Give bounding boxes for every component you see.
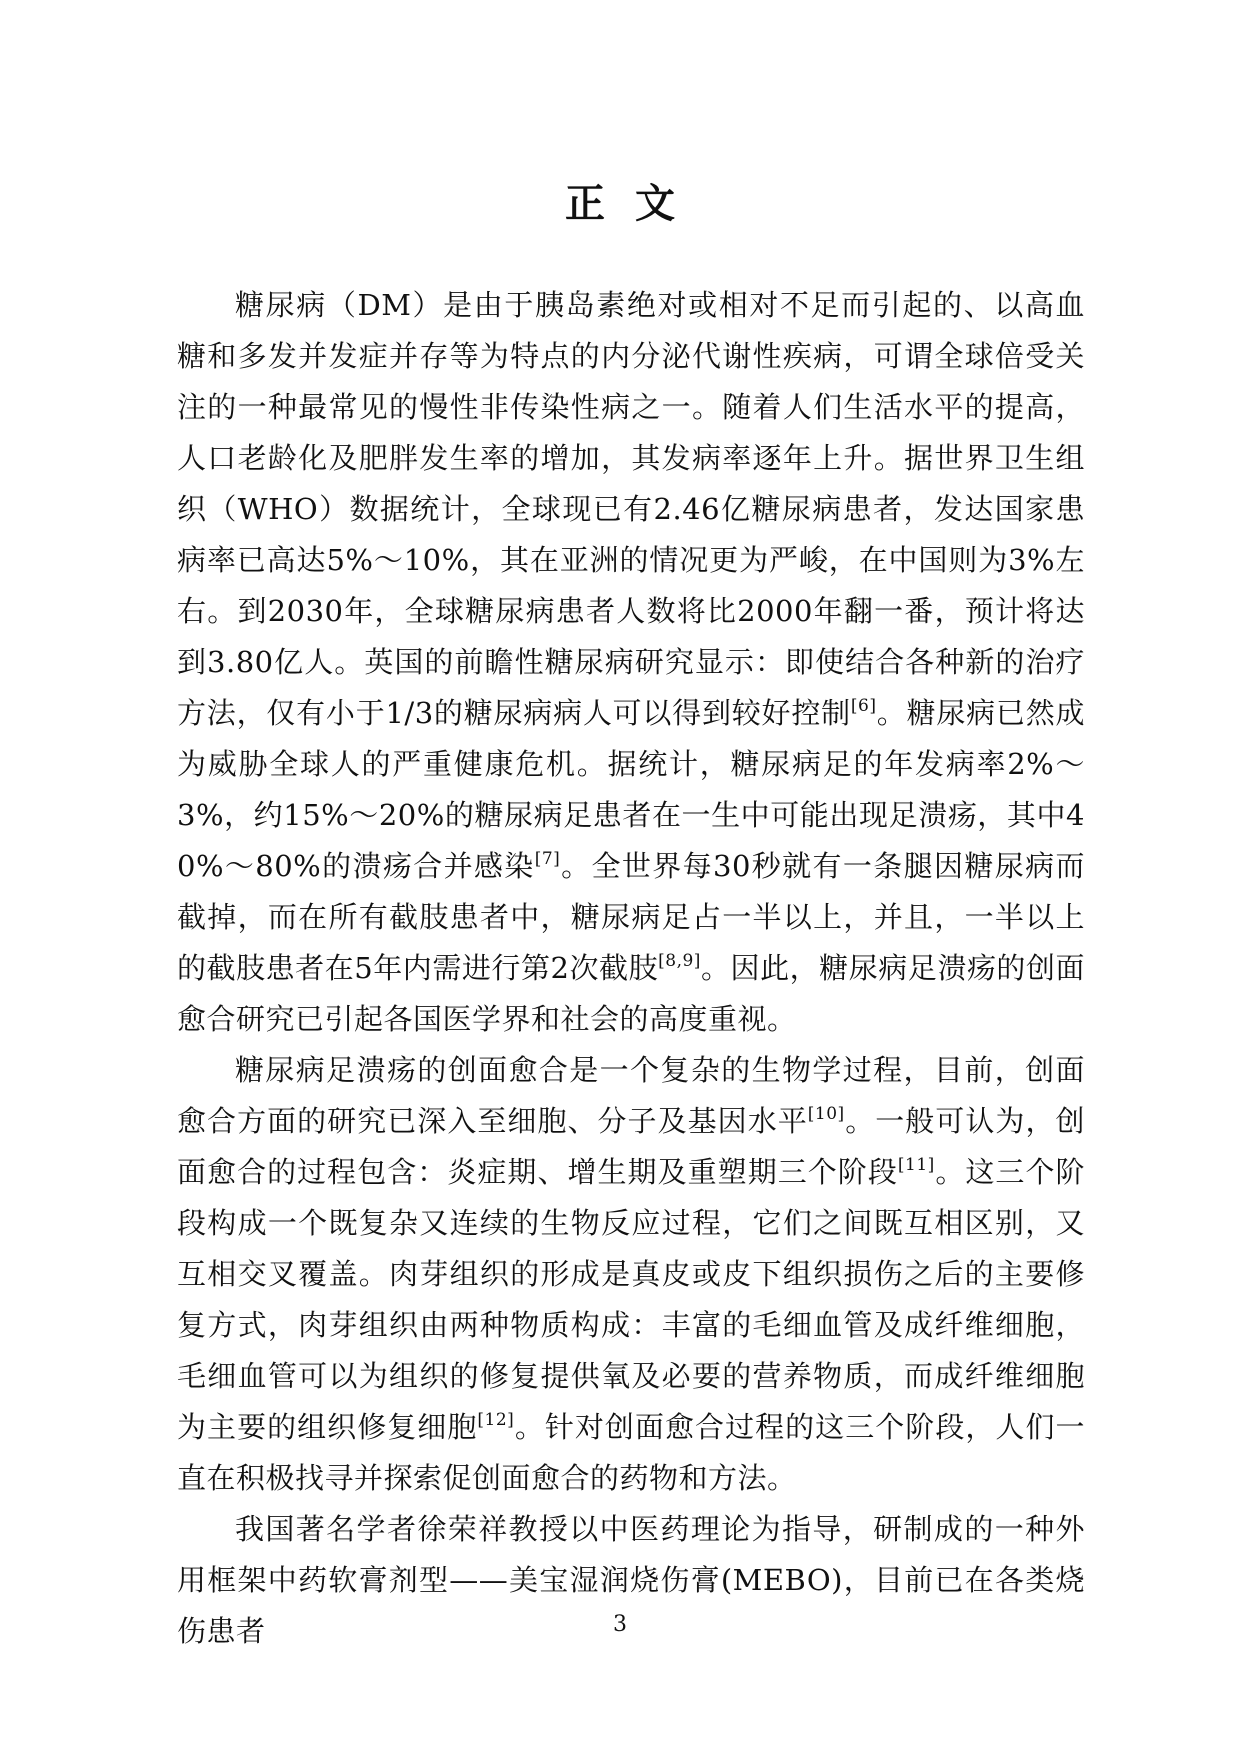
paragraph-text: 糖尿病足溃疡的创面愈合是一个复杂的生物学过程，目前，创面愈合方面的研究已深入至细胞、分子及基因水平 bbox=[177, 1053, 1085, 1138]
citation-reference: [8,9] bbox=[658, 951, 701, 971]
page-number: 3 bbox=[613, 1612, 627, 1637]
paragraph-2 bbox=[177, 1045, 1085, 1504]
paragraph-text: 。因此，糖尿病足溃疡的创面愈合研究已引起各国医学界和社会的高度重视。 bbox=[177, 951, 1085, 1036]
citation-reference: [7] bbox=[534, 849, 561, 869]
body-text bbox=[177, 280, 1085, 1657]
paragraph-text: 。针对创面愈合过程的这三个阶段，人们一直在积极找寻并探索促创面愈合的药物和方法。 bbox=[177, 1410, 1085, 1495]
paragraph-text: 。一般可认为，创面愈合的过程包含：炎症期、增生期及重塑期三个阶段 bbox=[177, 1104, 1085, 1189]
paragraph-text: 。全世界每30秒就有一条腿因糖尿病而截掉，而在所有截肢患者中，糖尿病足占一半以上，并且，一半以上的截肢患者在5年内需进行第2次截肢 bbox=[177, 849, 1085, 985]
citation-reference: [6] bbox=[850, 696, 877, 716]
paragraph-text: 。糖尿病已然成为威胁全球人的严重健康危机。据统计，糖尿病足的年发病率2%～3%，约15%～20%的糖尿病足患者在一生中可能出现足溃疡，其中40%～80%的溃疡合并感染 bbox=[177, 696, 1085, 883]
paragraph-text: 我国著名学者徐荣祥教授以中医药理论为指导，研制成的一种外用框架中药软膏剂型——美宝湿润烧伤膏(MEBO)，目前已在各类烧伤患者 bbox=[177, 1512, 1085, 1648]
paragraph-text: 糖尿病（DM）是由于胰岛素绝对或相对不足而引起的、以高血糖和多发并发症并存等为特点的内分泌代谢性疾病，可谓全球倍受关注的一种最常见的慢性非传染性病之一。随着人们生活水平的提高，人口老龄化及肥胖发生率的增加，其发病率逐年上升。据世界卫生组织（WHO）数据统计，全球现已有2.46亿糖尿病患者，发达国家患病率已高达5%～10%，其在亚洲的情况更为严峻，在中国则为3%左右。到2030年，全球糖尿病患者人数将比2000年翻一番，预计将达到3.80亿人。英国的前瞻性糖尿病研究显示：即使结合各种新的治疗方法，仅有小于1/3的糖尿病病人可以得到较好控制 bbox=[177, 288, 1085, 730]
citation-reference: [12] bbox=[477, 1410, 515, 1430]
citation-reference: [11] bbox=[897, 1155, 935, 1175]
page-title: 正文 bbox=[565, 180, 705, 227]
paragraph-1 bbox=[177, 280, 1085, 1045]
citation-reference: [10] bbox=[807, 1104, 845, 1124]
paragraph-text: 。这三个阶段构成一个既复杂又连续的生物反应过程，它们之间既互相区别，又互相交叉覆盖。肉芽组织的形成是真皮或皮下组织损伤之后的主要修复方式，肉芽组织由两种物质构成：丰富的毛细血管及成纤维细胞，毛细血管可以为组织的修复提供氧及必要的营养物质，而成纤维细胞为主要的组织修复细胞 bbox=[177, 1155, 1085, 1444]
